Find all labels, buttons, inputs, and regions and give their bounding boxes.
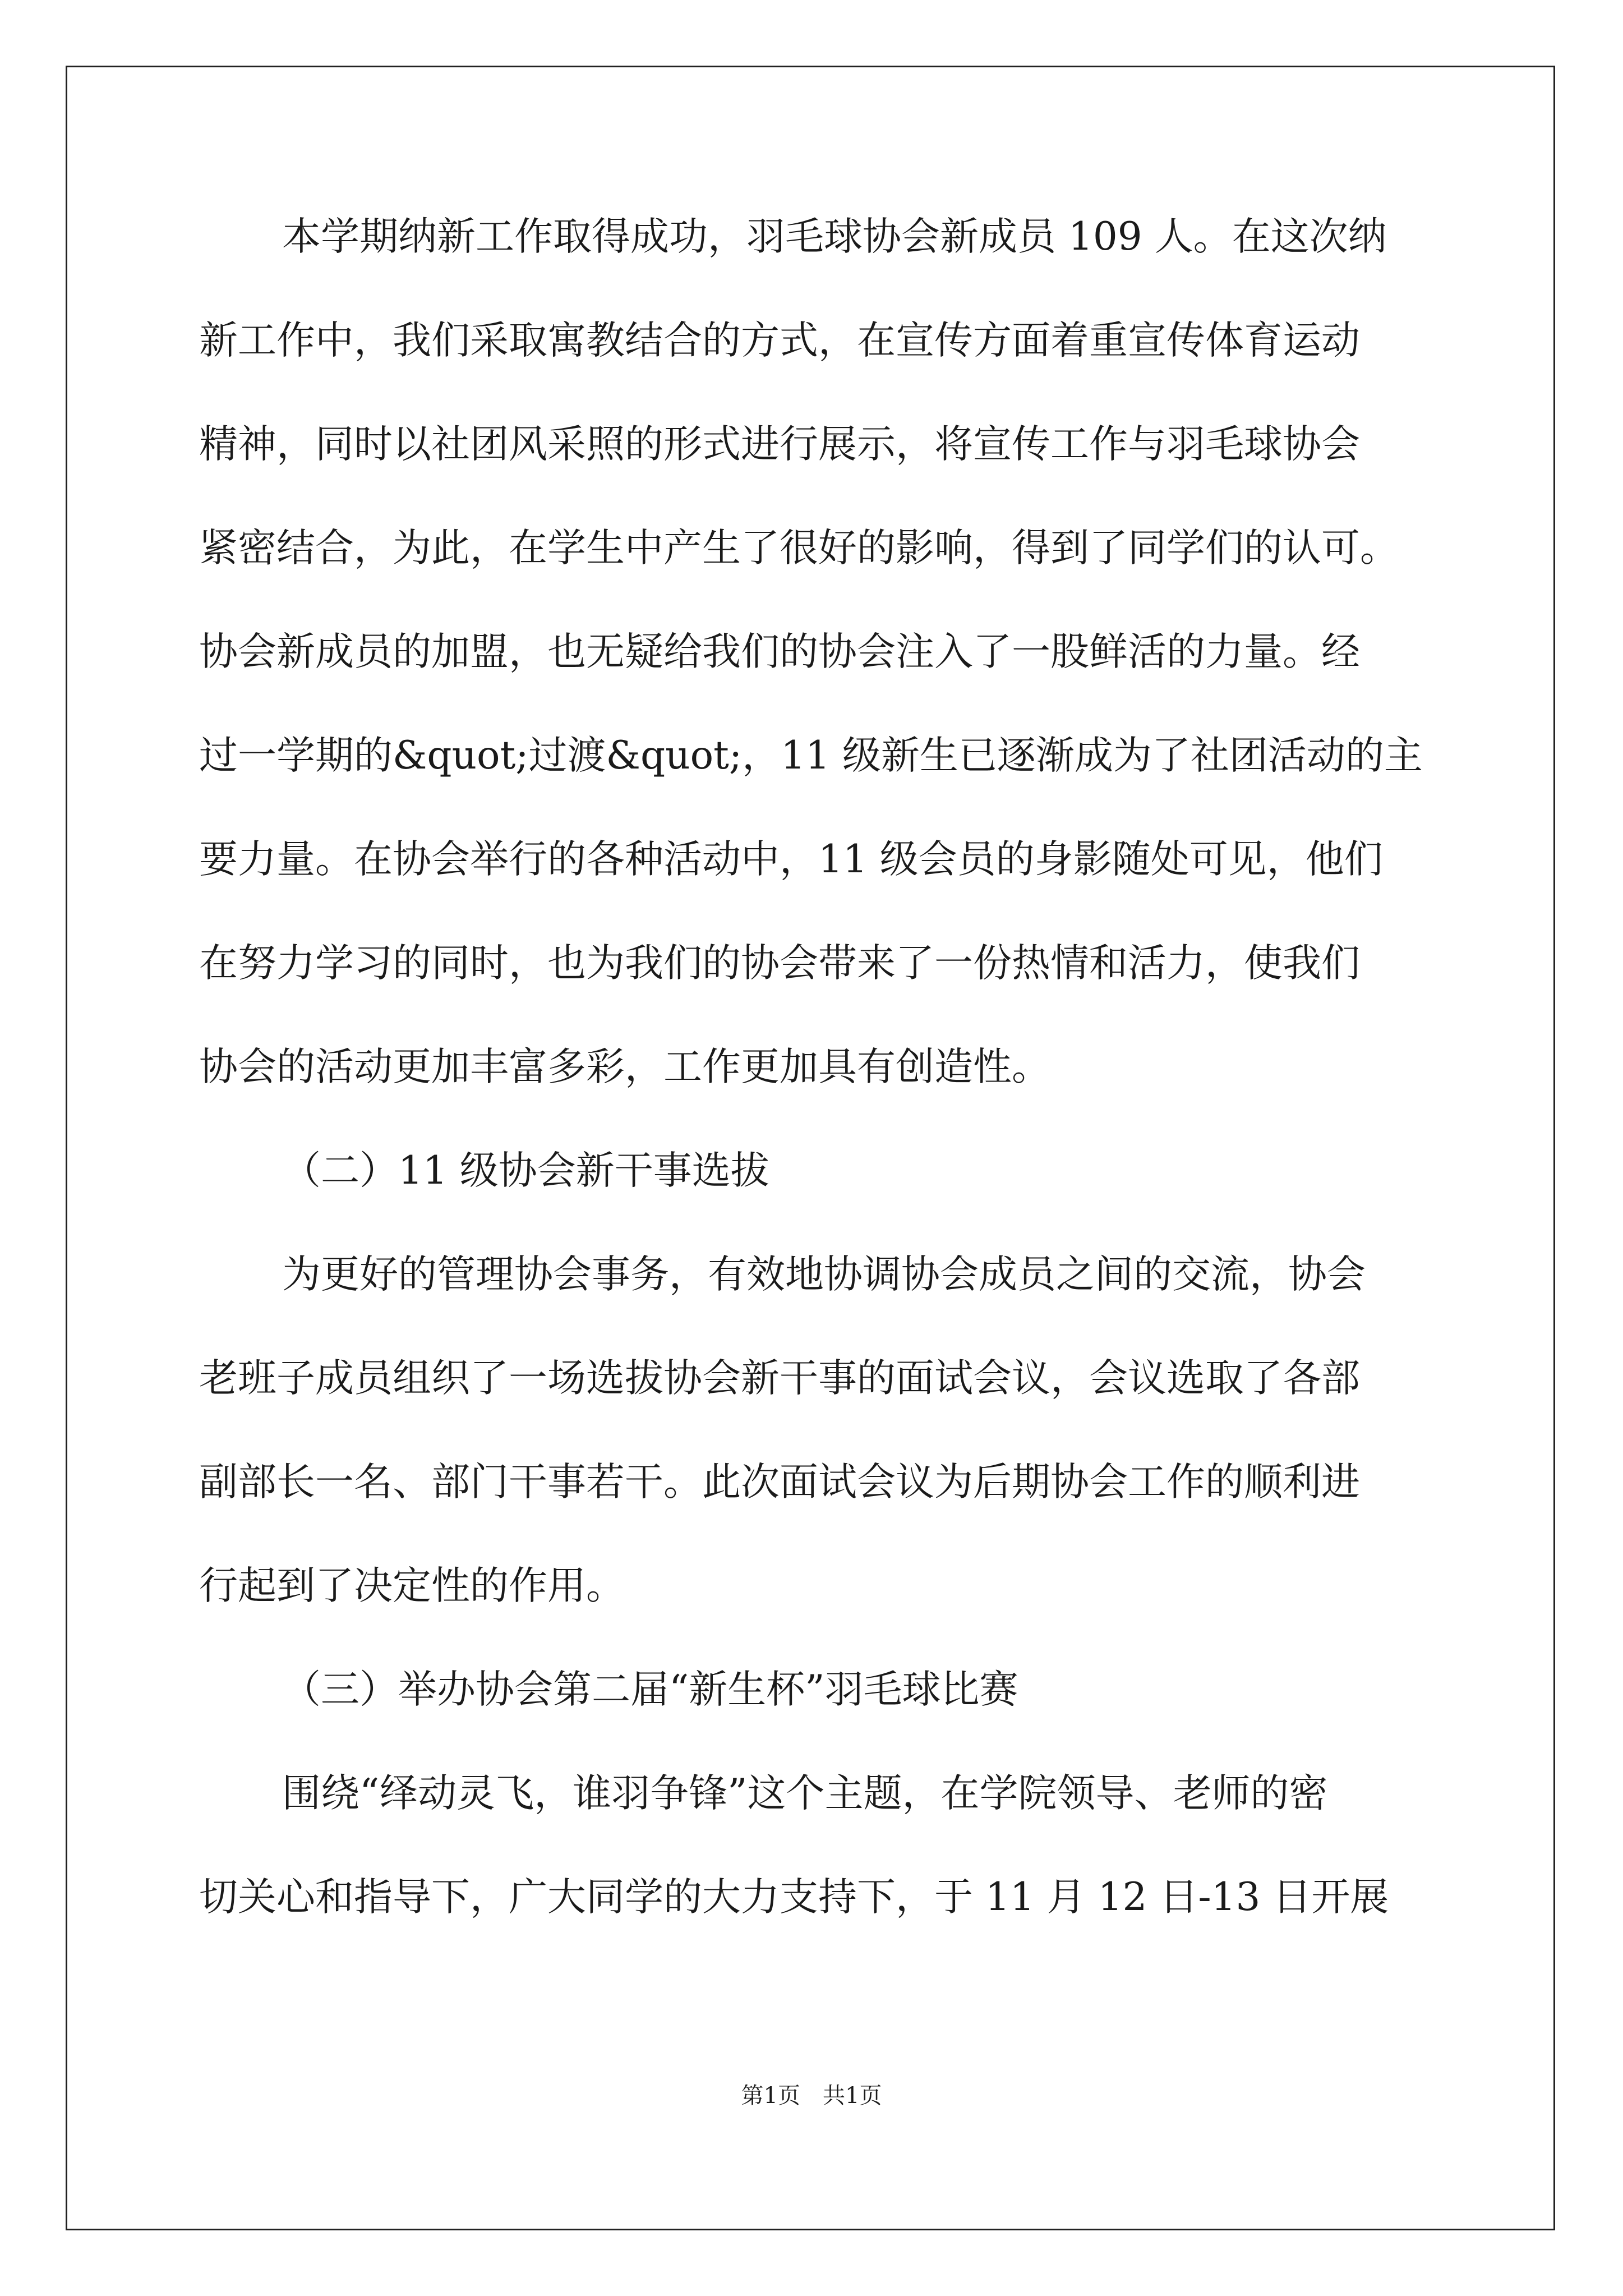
paragraph-line: 本学期纳新工作取得成功，羽毛球协会新成员 109 人。在这次纳 — [282, 214, 1387, 259]
paragraph-line: 行起到了决定性的作用。 — [199, 1563, 625, 1608]
paragraph-line: 为更好的管理协会事务，有效地协调协会成员之间的交流，协会 — [282, 1252, 1366, 1297]
paragraph-line: 新工作中，我们采取寓教结合的方式，在宣传方面着重宣传体育运动 — [199, 318, 1360, 363]
paragraph-line: 要力量。在协会举行的各种活动中，11 级会员的身影随处可见，他们 — [199, 837, 1383, 882]
section-heading: （二）11 级协会新干事选拔 — [282, 1148, 769, 1193]
paragraph-line: 切关心和指导下，广大同学的大力支持下，于 11 月 12 日-13 日开展 — [199, 1875, 1389, 1920]
paragraph-line: 协会的活动更加丰富多彩，工作更加具有创造性。 — [199, 1045, 1050, 1089]
paragraph-line: 老班子成员组织了一场选拔协会新干事的面试会议，会议选取了各部 — [199, 1356, 1360, 1401]
paragraph-line: 协会新成员的加盟，也无疑给我们的协会注入了一股鲜活的力量。经 — [199, 629, 1360, 674]
paragraph-line: 副部长一名、部门干事若干。此次面试会议为后期协会工作的顺利进 — [199, 1460, 1360, 1504]
paragraph-line: 紧密结合，为此，在学生中产生了很好的影响，得到了同学们的认可。 — [199, 526, 1399, 570]
paragraph-line: 在努力学习的同时，也为我们的协会带来了一份热情和活力，使我们 — [199, 941, 1360, 986]
paragraph-line: 过一学期的&quot;过渡&quot;，11 级新生已逐渐成为了社团活动的主 — [199, 733, 1423, 778]
paragraph-line: 精神，同时以社团风采照的形式进行展示，将宣传工作与羽毛球协会 — [199, 422, 1360, 467]
page-footer: 第1页 共1页 — [741, 2083, 882, 2109]
paragraph-line: 围绕“绎动灵飞，谁羽争锋”这个主题，在学院领导、老师的密 — [282, 1771, 1328, 1816]
section-heading: （三）举办协会第二届“新生杯”羽毛球比赛 — [282, 1667, 1018, 1712]
